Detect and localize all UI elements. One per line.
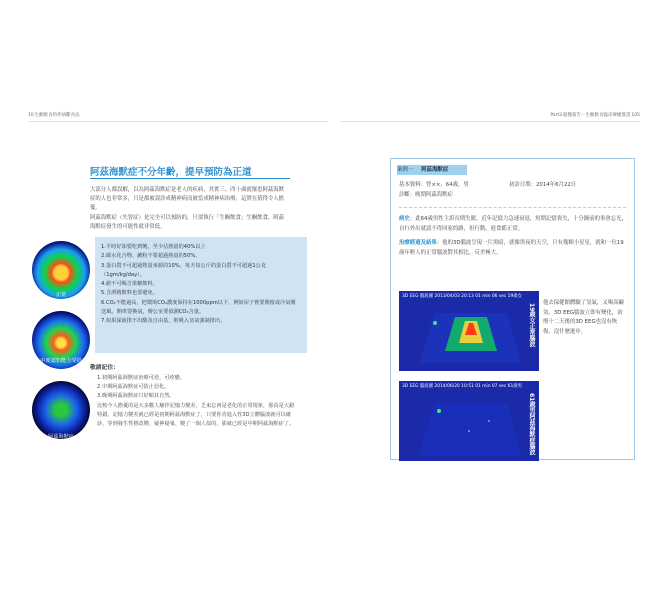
intro-paragraph-1: 大部分人都誤解，以為阿茲海默症是老人的疾病，其實三、四十歲就罹患阿茲海默症的人也非常多，只是都被誤診成精神病而被當成精神病治療，這實在值得令人擔憂。 [90,187,285,212]
eeg-caption-normal: 3D EEG 腦波圖 2013/04/03 20:13 01 min 06 sec 19歲女 [402,294,523,299]
case-label: 案例一 [397,167,414,173]
left-page [28,112,328,472]
tip-item: 7.如果深液排不出酸及自由基，則吸入氫氣強制排出。 [101,318,226,325]
intro-paragraph-2: 阿茲海默症（失智症）是完全可以預防的，只要執行「生酮飲食」生酮飲食，阿茲海默症發生的可能性就非常低。 [90,215,285,231]
title-rule [90,178,290,179]
eeg-plot-normal [399,291,539,371]
tip-item: 2.碳水化合物、澱粉不要超過熱量的50%。 [101,253,201,260]
memo-title: 敬請記住： [90,365,119,371]
eeg-side-text: 他去保健館體驗了氫氣，又喝高鹼氫，3D EEG腦波立即有變化，治療十二天後的3D EEG也沒有恢復，沒什麼進步。 [543,300,624,335]
memo-list [97,374,297,429]
history-text: 此64歲男性主訴長期失眠，近年記憶力急速衰退，短期記憶喪失，十分鐘前的事會忘光，自行外出就認不得回家的路，但行動、進食都正常。 [399,216,627,232]
process-label: 治療經過及結果： [399,240,443,246]
memo-line: 1.初期阿茲海默症治療可逆、可痊癒。 [97,375,185,381]
tip-item: 5.含酒精飲料也要避免。 [101,290,158,297]
right-header-rule [340,121,640,122]
visit-date: 初診日期：2014年6月22日 [509,182,577,188]
tip-item: 4.絕不可喝含果糖飲料。 [101,281,158,288]
eeg-image-normal [399,291,539,371]
eeg-label-normal: 19歲女正常腦波 [528,303,535,348]
prevention-tips-box [95,237,307,353]
case-divider [399,207,626,208]
brain-label-mci: 中度認知能力受損 [40,358,82,364]
memo-line: 3.晚期阿茲海默症只好順其自然。 [97,393,175,400]
eeg-caption-alzheimers: 3D EEG 腦波圖 2014/06/20 10:51 01 min 07 sec 61歲男 [402,384,523,389]
case-title: 阿茲海默症 [421,167,449,173]
basic-info: 基本資料：曾××，64歲，男 [399,182,469,188]
brain-scan-alzheimers [32,381,90,439]
process-text: 他的3D腦波呈現一片黑暗，就像黑夜的天空，只有幾顆小星星，就和一位19歲年輕人的正常腦波對其相比，反差極大。 [399,240,624,256]
right-page [340,112,640,472]
tip-item: 3.蛋白質不可超過熱量來源的10%，每天每公斤的蛋白質不可超過1公克（1gm/kg/day）。 [101,262,267,278]
tip-item: 1.平時好油要吃到飽，至少佔熱量的40%以上 [101,244,206,250]
brain-label-normal: 正常 [55,292,67,298]
tip-item: 6.CO₂不能過高，把環境CO₂濃度保持在1000ppm以下，例如屋子裡要開窗或冷氣開送風，開車要換氣，辦公室要偵測CO₂含量。 [101,299,296,316]
tips-list [95,237,307,327]
memo-line: 2.中期阿茲海默症可防止惡化。 [97,384,170,391]
diagnosis: 診斷：晚期阿茲海默症 [399,192,453,198]
brain-scan-normal [32,241,90,299]
case-heading [397,165,467,175]
eeg-label-alzheimers: 61歲男阿茲海默症腦波 [528,393,535,456]
left-header-rule [28,121,328,122]
eeg-plot-alzheimers [399,381,539,461]
memo-paragraph: 比較今人擔憂的是大多數人屢拌記憶力變差，乏束忘西是老化的正常現象，那真是大錯特錯。記憶力變差就已經是初期阿茲海默症了，只要你肯進入性3D立體腦波就可以確診，等到發生性格改變、疑神疑鬼、變了一個人似的，那就已經是中期阿茲海默症了。 [97,402,295,428]
history-label: 病史： [399,216,416,222]
case-history [399,215,627,258]
brain-label-alzheimers: 阿茲海默症 [48,434,74,440]
section-title: 阿茲海默症不分年齡，提早預防為正道 [90,167,252,178]
right-page-header: Part3 腦醫報告－生酮飲食臨床療癒實證 105 [550,113,640,118]
left-page-header: 10 生酮飲食的疾病斷食法 [28,113,80,118]
case-study-box [390,158,635,460]
eeg-image-alzheimers [399,381,539,461]
